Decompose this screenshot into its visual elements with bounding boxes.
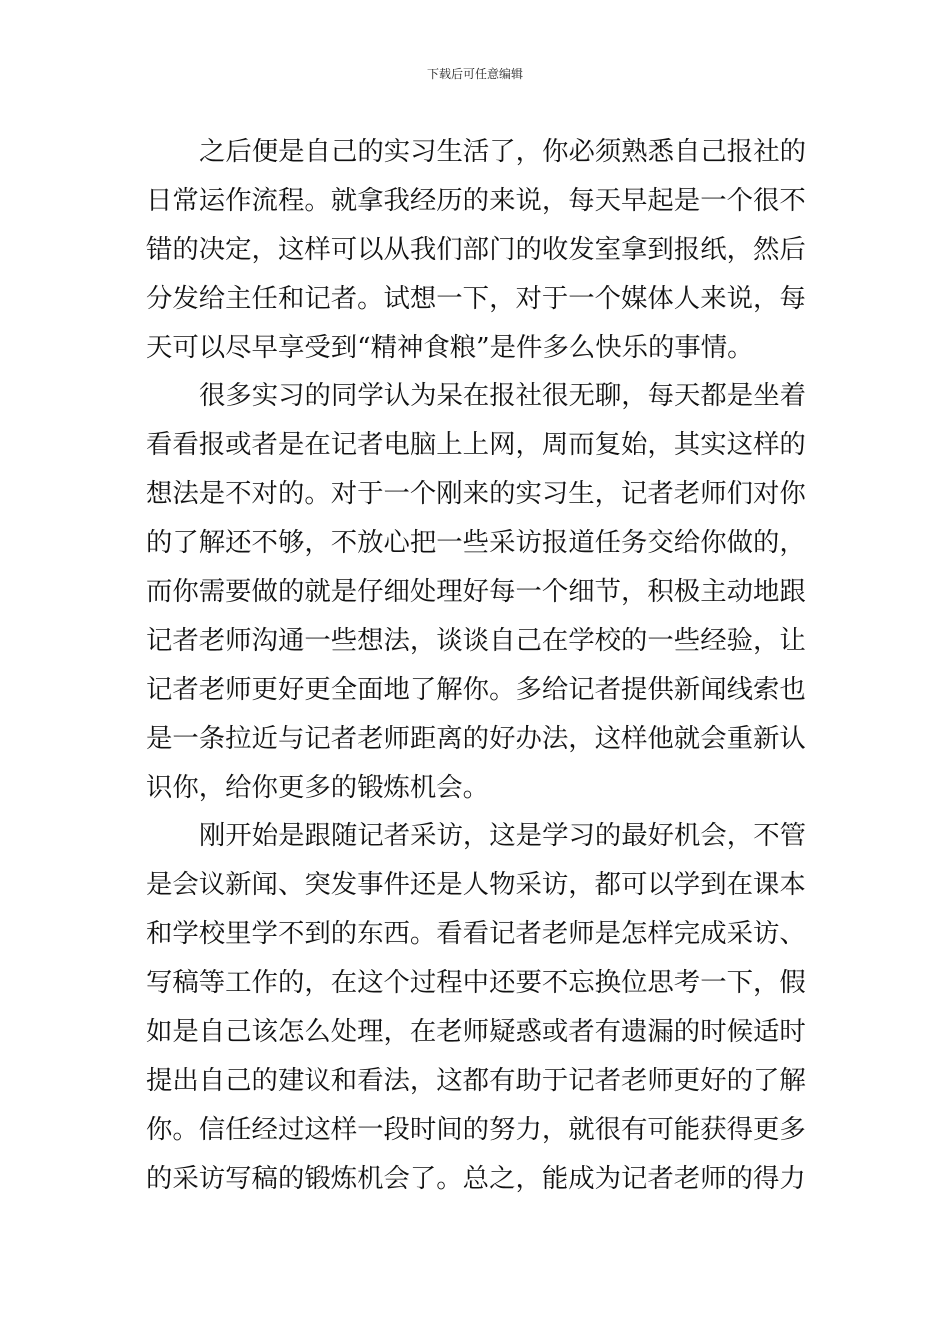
paragraph-line: 记者老师沟通一些想法，谈谈自己在学校的一些经验，让 [146,624,806,656]
paragraph-line: 如是自己该怎么处理，在老师疑惑或者有遗漏的时候适时 [146,1016,806,1048]
paragraph-line: 是会议新闻、突发事件还是人物采访，都可以学到在课本 [146,869,806,901]
paragraph-line: 提出自己的建议和看法，这都有助于记者老师更好的了解 [146,1064,806,1096]
paragraph-line: 日常运作流程。就拿我经历的来说，每天早起是一个很不 [146,184,806,216]
page-header: 下载后可任意编辑 [426,67,523,81]
paragraph-line: 和学校里学不到的东西。看看记者老师是怎样完成采访、 [146,918,806,950]
document-body [146,128,808,1204]
paragraph-line: 的采访写稿的锻炼机会了。总之，能成为记者老师的得力 [146,1162,806,1194]
paragraph-line: 想法是不对的。对于一个刚来的实习生，记者老师们对你 [146,478,806,510]
paragraph-line: 分发给主任和记者。试想一下，对于一个媒体人来说，每 [146,282,806,314]
paragraph-line: 你。信任经过这样一段时间的努力，就很有可能获得更多 [146,1113,806,1145]
paragraph-line: 错的决定，这样可以从我们部门的收发室拿到报纸，然后 [146,233,806,265]
paragraph-line: 之后便是自己的实习生活了，你必须熟悉自己报社的 [199,136,806,167]
paragraph-line: 很多实习的同学认为呆在报社很无聊，每天都是坐着 [199,380,806,412]
paragraph-line: 写稿等工作的，在这个过程中还要不忘换位思考一下，假 [146,967,806,999]
paragraph-line: 而你需要做的就是仔细处理好每一个细节，积极主动地跟 [146,576,806,608]
paragraph-line: 是一条拉近与记者老师距离的好办法，这样他就会重新认 [146,722,806,754]
paragraph-line: 天可以尽早享受到“精神食粮”是件多么快乐的事情。 [146,331,754,363]
paragraph-line: 刚开始是跟随记者采访，这是学习的最好机会，不管 [199,820,806,852]
paragraph-line: 识你，给你更多的锻炼机会。 [146,771,490,803]
paragraph-line: 记者老师更好更全面地了解你。多给记者提供新闻线索也 [146,673,806,705]
paragraph-line: 的了解还不够，不放心把一些采访报道任务交给你做的， [146,527,806,559]
paragraph-line: 看看报或者是在记者电脑上上网，周而复始，其实这样的 [146,429,806,461]
